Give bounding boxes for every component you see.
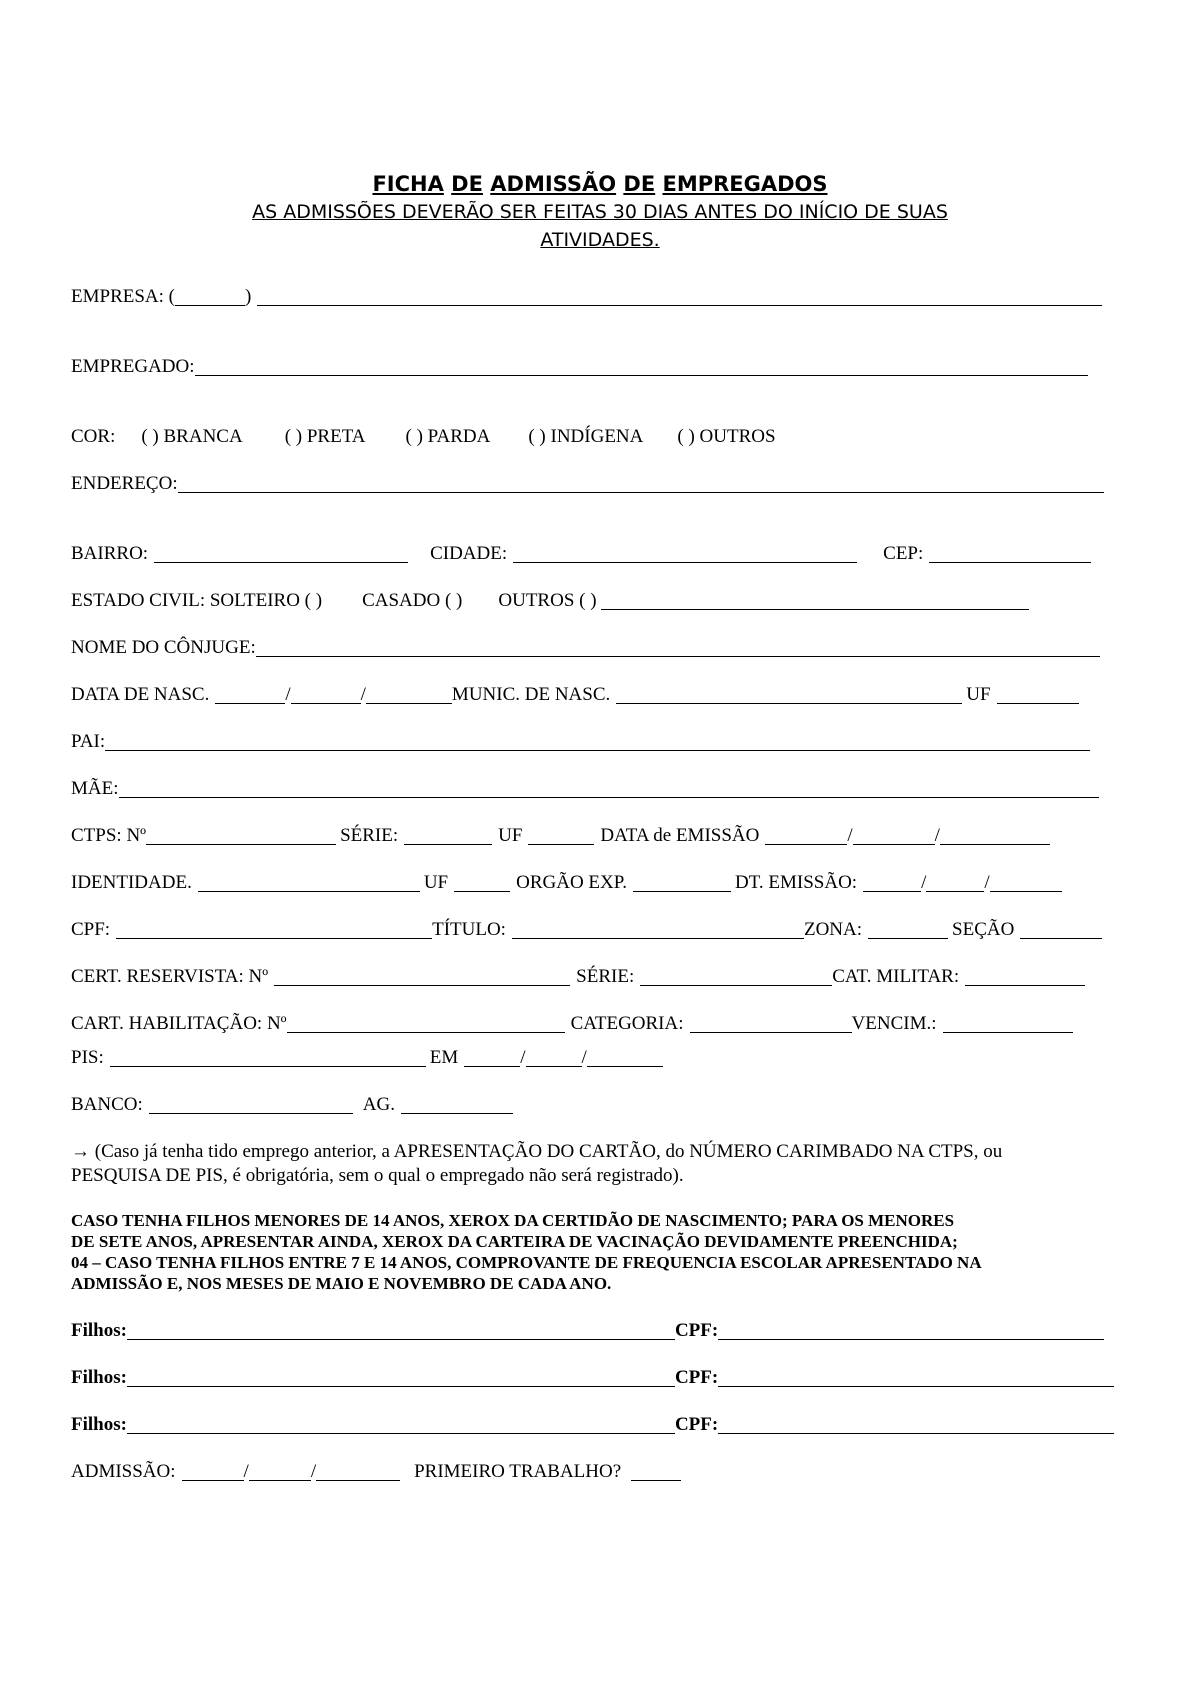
- row-ctps: [71, 821, 1050, 847]
- label-categoria: CATEGORIA:: [570, 1013, 684, 1034]
- ctps-uf-field[interactable]: [528, 826, 594, 845]
- admissao-month-field[interactable]: [249, 1462, 311, 1481]
- banco-field[interactable]: [149, 1095, 353, 1114]
- label-pis: PIS:: [71, 1047, 104, 1068]
- label-cor: COR:: [71, 426, 116, 447]
- row-pis: [71, 1043, 663, 1069]
- children-note-line-3: 04 – CASO TENHA FILHOS ENTRE 7 E 14 ANOS, COMPROVANTE DE FREQUENCIA ESCOLAR APRESENTADO NA: [71, 1253, 982, 1272]
- checkbox-preta[interactable]: ( ) PRETA: [284, 426, 366, 447]
- agencia-field[interactable]: [401, 1095, 513, 1114]
- label-cat-militar: CAT. MILITAR:: [832, 966, 960, 987]
- filho-3-name-field[interactable]: [127, 1415, 675, 1434]
- label-ctps: CTPS: Nº: [71, 825, 147, 846]
- label-cpf: CPF:: [71, 919, 111, 940]
- cep-field[interactable]: [929, 544, 1091, 563]
- identidade-field[interactable]: [198, 873, 420, 892]
- title-word-de-2: DE: [623, 172, 656, 196]
- row-data-nasc: [71, 680, 1079, 706]
- title-word-de-1: DE: [451, 172, 483, 196]
- identidade-emissao-month-field[interactable]: [926, 873, 984, 892]
- subtitle-line-2: ATIVIDADES.: [540, 229, 660, 251]
- checkbox-solteiro[interactable]: ESTADO CIVIL: SOLTEIRO ( ): [71, 590, 323, 611]
- filho-2-name-field[interactable]: [127, 1368, 675, 1387]
- secao-field[interactable]: [1020, 920, 1102, 939]
- date-separator: /: [847, 825, 853, 846]
- label-conjuge: NOME DO CÔNJUGE:: [71, 637, 256, 658]
- label-titulo: TÍTULO:: [432, 919, 506, 940]
- empresa-name-field[interactable]: [257, 287, 1102, 306]
- label-pis-em: EM: [429, 1047, 459, 1068]
- row-habilitacao: [71, 1009, 1073, 1035]
- children-note-line-4: ADMISSÃO E, NOS MESES DE MAIO E NOVEMBRO DE CADA ANO.: [71, 1274, 612, 1293]
- checkbox-parda[interactable]: ( ) PARDA: [405, 426, 491, 447]
- row-empresa: [71, 282, 1102, 308]
- reservista-serie-field[interactable]: [640, 967, 832, 986]
- ctps-serie-field[interactable]: [404, 826, 492, 845]
- empresa-code-field[interactable]: [175, 287, 245, 306]
- bairro-field[interactable]: [154, 544, 408, 563]
- label-zona: ZONA:: [803, 919, 863, 940]
- label-admissao: ADMISSÃO:: [71, 1461, 176, 1482]
- label-pai: PAI:: [71, 731, 106, 752]
- label-banco: BANCO:: [71, 1094, 143, 1115]
- row-identidade: [71, 868, 1062, 894]
- label-cart-habilitacao: CART. HABILITAÇÃO: Nº: [71, 1013, 287, 1034]
- label-orgao-exp: ORGÃO EXP.: [516, 872, 627, 893]
- titulo-field[interactable]: [512, 920, 804, 939]
- row-conjuge: [71, 633, 1100, 659]
- cpf-field[interactable]: [116, 920, 432, 939]
- orgao-exp-field[interactable]: [633, 873, 731, 892]
- date-separator: /: [243, 1461, 249, 1482]
- note-line-2: PESQUISA DE PIS, é obrigatória, sem o qual o empregado não será registrado).: [71, 1165, 684, 1186]
- date-separator: /: [984, 872, 990, 893]
- checkbox-outros[interactable]: ( ) OUTROS: [677, 426, 776, 447]
- label-cidade: CIDADE:: [430, 543, 508, 564]
- label-ctps-uf: UF: [498, 825, 523, 846]
- conjuge-field[interactable]: [256, 638, 1100, 657]
- identidade-emissao-day-field[interactable]: [863, 873, 921, 892]
- label-filho-cpf: CPF:: [674, 1414, 719, 1435]
- cidade-field[interactable]: [513, 544, 857, 563]
- primeiro-trabalho-field[interactable]: [631, 1462, 681, 1481]
- admissao-day-field[interactable]: [182, 1462, 244, 1481]
- label-cep: CEP:: [883, 543, 924, 564]
- cat-militar-field[interactable]: [965, 967, 1085, 986]
- row-cor: [71, 422, 776, 448]
- identidade-uf-field[interactable]: [454, 873, 510, 892]
- identidade-emissao-year-field[interactable]: [990, 873, 1062, 892]
- label-filho-cpf: CPF:: [674, 1320, 719, 1341]
- form-subtitle: [110, 198, 1090, 254]
- habilitacao-field[interactable]: [287, 1014, 565, 1033]
- label-ag: AG.: [362, 1094, 395, 1115]
- label-vencim: VENCIM.:: [851, 1013, 937, 1034]
- row-banco: [71, 1090, 513, 1116]
- pis-field[interactable]: [110, 1048, 426, 1067]
- row-pai: [71, 727, 1090, 753]
- label-dt-emissao: DT. EMISSÃO:: [734, 872, 858, 893]
- ctps-note: [71, 1140, 1101, 1188]
- checkbox-outros-civil[interactable]: OUTROS ( ): [498, 590, 597, 611]
- pis-year-field[interactable]: [587, 1048, 663, 1067]
- pai-field[interactable]: [105, 732, 1090, 751]
- row-filhos-3: [71, 1410, 1114, 1436]
- filho-2-cpf-field[interactable]: [718, 1368, 1114, 1387]
- title-word-ficha: FICHA: [372, 172, 444, 196]
- label-filho-cpf: CPF:: [674, 1367, 719, 1388]
- ctps-emissao-day-field[interactable]: [765, 826, 847, 845]
- zona-field[interactable]: [868, 920, 948, 939]
- row-bairro: [71, 539, 1091, 565]
- uf-nasc-field[interactable]: [997, 685, 1079, 704]
- ctps-emissao-month-field[interactable]: [853, 826, 935, 845]
- label-filhos: Filhos:: [71, 1320, 127, 1341]
- label-bairro: BAIRRO:: [71, 543, 149, 564]
- checkbox-branca[interactable]: ( ) BRANCA: [141, 426, 243, 447]
- children-note-line-1: CASO TENHA FILHOS MENORES DE 14 ANOS, XEROX DA CERTIDÃO DE NASCIMENTO; PARA OS MENORES: [71, 1211, 955, 1230]
- label-filhos: Filhos:: [71, 1367, 127, 1388]
- title-word-admissao: ADMISSÃO: [490, 172, 617, 196]
- date-separator: /: [520, 1047, 526, 1068]
- munic-nasc-field[interactable]: [616, 685, 962, 704]
- filho-3-cpf-field[interactable]: [718, 1415, 1114, 1434]
- label-identidade: IDENTIDADE.: [71, 872, 192, 893]
- vencim-field[interactable]: [943, 1014, 1073, 1033]
- reservista-field[interactable]: [274, 967, 570, 986]
- title-word-empregados: EMPREGADOS: [662, 172, 828, 196]
- date-separator: /: [581, 1047, 587, 1068]
- row-admissao: [71, 1457, 681, 1483]
- endereco-field[interactable]: [178, 474, 1104, 493]
- label-primeiro-trabalho: PRIMEIRO TRABALHO?: [414, 1461, 622, 1482]
- label-data-nasc: DATA DE NASC.: [71, 684, 210, 705]
- date-separator: /: [921, 872, 927, 893]
- label-identidade-uf: UF: [423, 872, 449, 893]
- date-separator: /: [285, 684, 291, 705]
- nasc-year-field[interactable]: [366, 685, 452, 704]
- pis-month-field[interactable]: [526, 1048, 582, 1067]
- label-empresa: EMPRESA: (: [71, 286, 175, 307]
- estado-civil-outros-field[interactable]: [601, 591, 1029, 610]
- filho-1-cpf-field[interactable]: [718, 1321, 1104, 1340]
- form-title: [110, 170, 1090, 198]
- admissao-year-field[interactable]: [316, 1462, 400, 1481]
- categoria-field[interactable]: [690, 1014, 852, 1033]
- children-note-line-2: DE SETE ANOS, APRESENTAR AINDA, XEROX DA CARTEIRA DE VACINAÇÃO DEVIDAMENTE PREENCHIDA;: [71, 1232, 958, 1251]
- label-filhos: Filhos:: [71, 1414, 127, 1435]
- label-empregado: EMPREGADO:: [71, 356, 195, 377]
- children-documents-note: [71, 1210, 1111, 1294]
- ctps-emissao-year-field[interactable]: [940, 826, 1050, 845]
- row-mae: [71, 774, 1099, 800]
- checkbox-indigena[interactable]: ( ) INDÍGENA: [528, 426, 644, 447]
- mae-field[interactable]: [119, 779, 1099, 798]
- label-munic-nasc: MUNIC. DE NASC.: [451, 684, 611, 705]
- row-estado-civil: [71, 586, 1029, 612]
- row-filhos-1: [71, 1316, 1104, 1342]
- label-ctps-emissao: DATA de EMISSÃO: [600, 825, 760, 846]
- label-cert-reservista: CERT. RESERVISTA: Nº: [71, 966, 269, 987]
- row-endereco: [71, 469, 1104, 495]
- date-separator: /: [310, 1461, 317, 1482]
- nasc-day-field[interactable]: [215, 685, 285, 704]
- note-line-1: → (Caso já tenha tido emprego anterior, a APRESENTAÇÃO DO CARTÃO, do NÚMERO CARIMBADO NA CTPS, ou: [71, 1141, 1003, 1162]
- row-filhos-2: [71, 1363, 1114, 1389]
- label-uf-nasc: UF: [966, 684, 991, 705]
- date-separator: /: [360, 684, 366, 705]
- label-secao: SEÇÃO: [952, 919, 1015, 940]
- date-separator: /: [934, 825, 940, 846]
- label-ctps-serie: SÉRIE:: [340, 825, 399, 846]
- label-endereco: ENDEREÇO:: [71, 473, 178, 494]
- nasc-month-field[interactable]: [291, 685, 361, 704]
- label-mae: MÃE:: [71, 778, 119, 799]
- row-empregado: [71, 352, 1088, 378]
- pis-day-field[interactable]: [464, 1048, 520, 1067]
- checkbox-casado[interactable]: CASADO ( ): [362, 590, 463, 611]
- label-empresa-close: ): [245, 286, 252, 307]
- empregado-field[interactable]: [195, 357, 1088, 376]
- subtitle-line-1: AS ADMISSÕES DEVERÃO SER FEITAS 30 DIAS ANTES DO INÍCIO DE SUAS: [252, 201, 948, 223]
- ctps-field[interactable]: [146, 826, 336, 845]
- row-reservista: [71, 962, 1085, 988]
- row-cpf-titulo: [71, 915, 1102, 941]
- label-reservista-serie: SÉRIE:: [576, 966, 635, 987]
- filho-1-name-field[interactable]: [127, 1321, 675, 1340]
